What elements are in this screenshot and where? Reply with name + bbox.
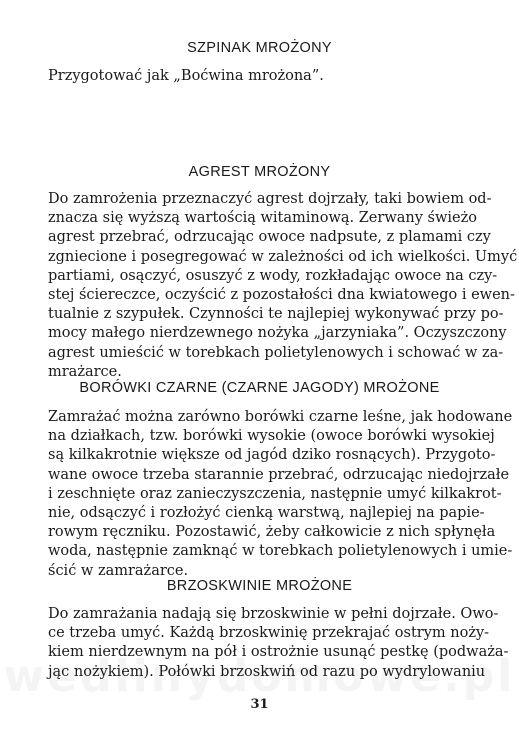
text-line: na działkach, tzw. borówki wysokie (owoce borówki wysokiej: [48, 428, 495, 445]
text-line: stej ściereczce, oczyścić z pozostałości dna kwiatowego i ewen-: [48, 286, 515, 303]
section-body-agrest: [48, 190, 518, 382]
text-line: są kilkakrotnie większe od jagód dziko rosnących). Przygoto-: [48, 447, 496, 464]
text-line: partiami, osączyć, osuszyć z wody, rozkładając owoce na czy-: [48, 267, 498, 284]
section-title-brzoskwinie: BRZOSKWINIE MROŻONE: [166, 578, 353, 594]
section-title-szpinak: SZPINAK MROŻONY: [187, 40, 332, 56]
text-line: i zeschnięte oraz zanieczyszczenia, następnie umyć kilkakrot-: [48, 485, 502, 502]
text-line: ce trzeba umyć. Każdą brzoskwinię przekrajać ostrym noży-: [48, 625, 490, 642]
section-body-borowki: [48, 408, 513, 581]
text-line: agrest umieścić w torebkach polietylenowych i schować w za-: [48, 344, 504, 361]
page-number: 31: [250, 697, 269, 712]
text-line: zgniecione i posegregować w zależności od ich wielkości. Umyć: [48, 248, 518, 265]
text-line: znacza się wyższą wartością witaminową. Zerwany świeżo: [48, 210, 477, 227]
text-line: Do zamrażania nadają się brzoskwinie w pełni dojrzałe. Owo-: [48, 606, 499, 622]
section-body-szpinak: [48, 67, 474, 86]
text-line: mocy małego nierdzewnego nożyka „jarzyniaka”. Oczyszczony: [48, 325, 507, 342]
text-line: nie, odsączyć i rozłożyć cienką warstwą, najlepiej na papie-: [48, 504, 485, 521]
text-line: Zamrażać można zarówno borówki czarne leśne, jak hodowane: [48, 409, 513, 425]
text-line: mrażarce.: [48, 363, 122, 380]
text-line: tualnie z szypułek. Czynności te najlepiej wykonywać przy po-: [48, 306, 504, 323]
text-line: agrest przebrać, odrzucając owoce nadpsute, z plamami czy: [48, 229, 491, 246]
text-line: Przygotować jak „Boćwina mrożona”.: [48, 68, 324, 84]
section-title-agrest: AGREST MROŻONY: [188, 164, 331, 180]
text-line: rowym ręczniku. Pozostawić, żeby całkowicie z nich spłynęła: [48, 524, 496, 541]
text-line: woda, następnie zamknąć w torebkach polietylenowych i umie-: [48, 543, 513, 560]
text-line: jąc nożykiem). Połówki brzoskwiń od razu po wydrylowaniu: [48, 663, 486, 680]
text-line: kiem nierdzewnym na pół i ostrożnie usunąć pestkę (podważa-: [48, 644, 509, 661]
section-body-brzoskwinie: [48, 605, 509, 682]
text-line: ścić w zamrażarce.: [48, 562, 189, 579]
text-line: Do zamrożenia przeznaczyć agrest dojrzały, taki bowiem od-: [48, 191, 492, 207]
section-title-borowki: BORÓWKI CZARNE (CZARNE JAGODY) MROŻONE: [79, 380, 440, 396]
text-line: wane owoce trzeba starannie przebrać, odrzucając niedojrzałe: [48, 466, 510, 483]
